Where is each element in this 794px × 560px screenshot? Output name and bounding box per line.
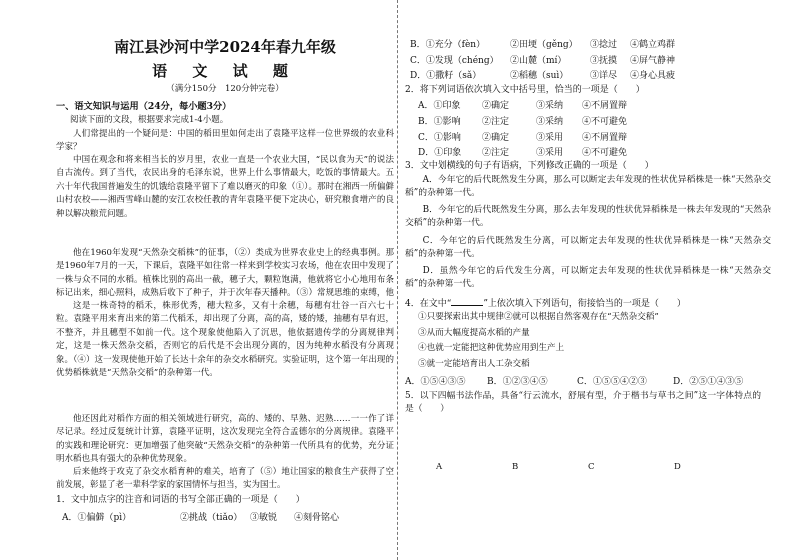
question-5-stem: 5．以下四幅书法作品，具备“行云流水，舒展有型，介于楷书与草书之间”这一字体特点的是（ ）	[405, 391, 761, 415]
passage-paragraph: 他在1960年发现“天然杂交稻株”的征事，（②）类成为世界农业史上的经典事例。那是1960年7月的一天，下课后，袁隆平如往常一样来到学校实习农场，他在农田中发现了一株与众不同的水稻。植株比别的高出一截，穗子大，颗粒饱满，他就将它小心地用布条标记出来，细心照料，成熟后收下了种子，并于次年春天播种。（③）常规思维的束缚，他	[56, 248, 394, 299]
question-2-option-c[interactable]: C．①影响 ②确定 ③采用 ④不屑置辩	[418, 133, 628, 143]
exam-title: 南江县沙河中学2024年春九年级	[114, 38, 336, 56]
question-4-option-b[interactable]: B．①②③④⑤	[487, 377, 548, 387]
question-4-item: ④也就一定能把这种优势应用到生产上	[418, 343, 565, 353]
question-5-option-labels	[436, 462, 681, 472]
question-4-option-a[interactable]: A．①⑤④③⑤	[405, 377, 466, 387]
passage-paragraph: 人们常提出的一个疑问是：中国的稻田里如何走出了袁隆平这样一位世界级的农业科学家？	[56, 129, 394, 153]
question-3-option-c[interactable]: C．今年它的后代既然发生分离，可以断定去年发现的性状优异稻株是一株“天然杂交稻”的杂种第一代。	[405, 236, 771, 260]
question-5-label-d[interactable]: D	[674, 462, 681, 472]
question-1-option-b[interactable]: B．①充分（fèn） ②田埂（gěng） ③捻过 ④鹤立鸡群	[410, 40, 676, 50]
passage-paragraph: 中国在观念和将来相当长的岁月里，农业一直是一个农业大国，“民以食为天”的说法自古流传。到了当代，农民出身的毛泽东说，世界上什么事情最大，吃饭的事情最大。五六十年代我国普遍发生的饥饿给袁隆平留下了难以磨灭的印象（①）。那时在湘西一所偏僻山村农校——湘西雪峰山麓的安江农校任教的青年袁隆平便下定决心，研究粮食增产的良种以解决粮荒问题。	[56, 155, 394, 219]
question-3-option-a[interactable]: A．今年它的后代既然发生分离，那么可以断定去年发现的性状优异稻株是一株“天然杂交稻”的杂种第一代。	[405, 175, 771, 199]
column-divider	[397, 0, 398, 560]
exam-meta: （满分150分 120分钟完卷）	[166, 84, 284, 94]
question-1-stem: 1．文中加点字的注音和词语的书写全部正确的一项是（ ）	[56, 495, 305, 505]
section-heading: 一、语文知识与运用（24分，每小题3分）	[56, 101, 232, 112]
question-4-stem: 4．在文中“ ”上依次填入下列语句，衔接恰当的一项是（ ）	[405, 296, 686, 311]
question-3-option-b[interactable]: B．今年它的后代既然发生分离，那么去年发现的性状优异稻株是一株去年发现的“天然杂交稻”的杂种第一代。	[405, 205, 771, 229]
question-4-item: ③从而大幅度提高水稻的产量	[418, 328, 530, 338]
question-4-item: ①只要探索出其中规律②就可以根据自然客观存在“天然杂交稻”	[418, 312, 659, 322]
question-2-option-a[interactable]: A．①印象 ②确定 ③采纳 ④不屑置辩	[418, 101, 628, 111]
question-2-stem: 2．将下列词语依次填入文中括号里，恰当的一项是（ ）	[405, 85, 645, 95]
exam-subtitle: 语 文 试 题	[152, 62, 298, 80]
question-3-option-d[interactable]: D．虽然今年它的后代发生分离，可以断定去年发现的性状优异稻株是一株“天然杂交稻”的杂种第一代。	[405, 266, 771, 290]
question-1-option-c[interactable]: C．①发现（chéng） ②山麓（mí） ③抚摸 ④屏气静神	[410, 56, 676, 66]
question-1-option-d[interactable]: D．①撒籽（sǎ） ②稻穗（suì） ③详尽 ④身心具疲	[410, 71, 676, 81]
passage-paragraph: 后来他终于攻克了杂交水稻育种的难关，培育了（⑤）地让国家的粮食生产获得了空前发展，彰显了老一辈科学家的家国情怀与担当，实为国士。	[56, 467, 394, 491]
question-4-item: ⑤就一定能培育出人工杂交稻	[418, 359, 530, 369]
question-4-options	[405, 374, 743, 387]
question-3-stem: 3．文中划横线的句子有语病，下列修改正确的一项是（ ）	[405, 161, 654, 171]
section-intro: 阅读下面的文段，根据要求完成1-4小题。	[70, 115, 229, 125]
question-5-label-c[interactable]: C	[588, 462, 595, 472]
question-4-option-c[interactable]: C．①⑤⑤④②③	[577, 377, 647, 387]
question-5-label-b[interactable]: B	[512, 462, 519, 472]
question-1-option-a[interactable]: A．①偏僻（pì） ②挑战（tiǎo） ③敏锐 ④刻骨铭心	[62, 513, 340, 523]
fill-in-blank	[451, 296, 483, 306]
question-2-option-b[interactable]: B．①影响 ②注定 ③采纳 ④不可避免	[418, 117, 628, 127]
question-4-option-d[interactable]: D．②⑤①④③⑤	[673, 377, 744, 387]
passage-paragraph: 他还因此对稻作方面的相关领域进行研究，高的、矮的、早熟、迟熟……一一作了详尽记录。经过反复统计计算，袁隆平证明，这次发现完全符合孟德尔的分离规律。袁隆平的实践和理论研究：更加增强了他突破“天然杂交稻”的杂种第一代所具有的优势，充分证明水稻也具有强大的杂种优势现象。	[56, 414, 394, 465]
question-5-label-a[interactable]: A	[436, 462, 443, 472]
question-2-option-d[interactable]: D．①印象 ②注定 ③采用 ④不可避免	[418, 148, 628, 158]
passage-paragraph: 这是一株奇特的稻禾，株形优秀，穗大粒多，又有十余穗，每穗有壮谷一百六七十粒。袁隆平用来育出来的第二代稻禾，却出现了分离，高的高，矮的矮，抽穗有早有迟，不整齐，并且穗型不如前一代。这个现象使他陷入了沉思，他依据遗传学的分离规律判定，这是一株天然杂交稻，否则它的后代是不会出现分离的，因为纯种水稻没有分离现象。（④）这一发现使他开始了长达十余年的杂交水稻研究。实验证明，这个第一年出现的优势稻株就是“天然杂交稻”的杂种第一代。	[56, 301, 394, 379]
